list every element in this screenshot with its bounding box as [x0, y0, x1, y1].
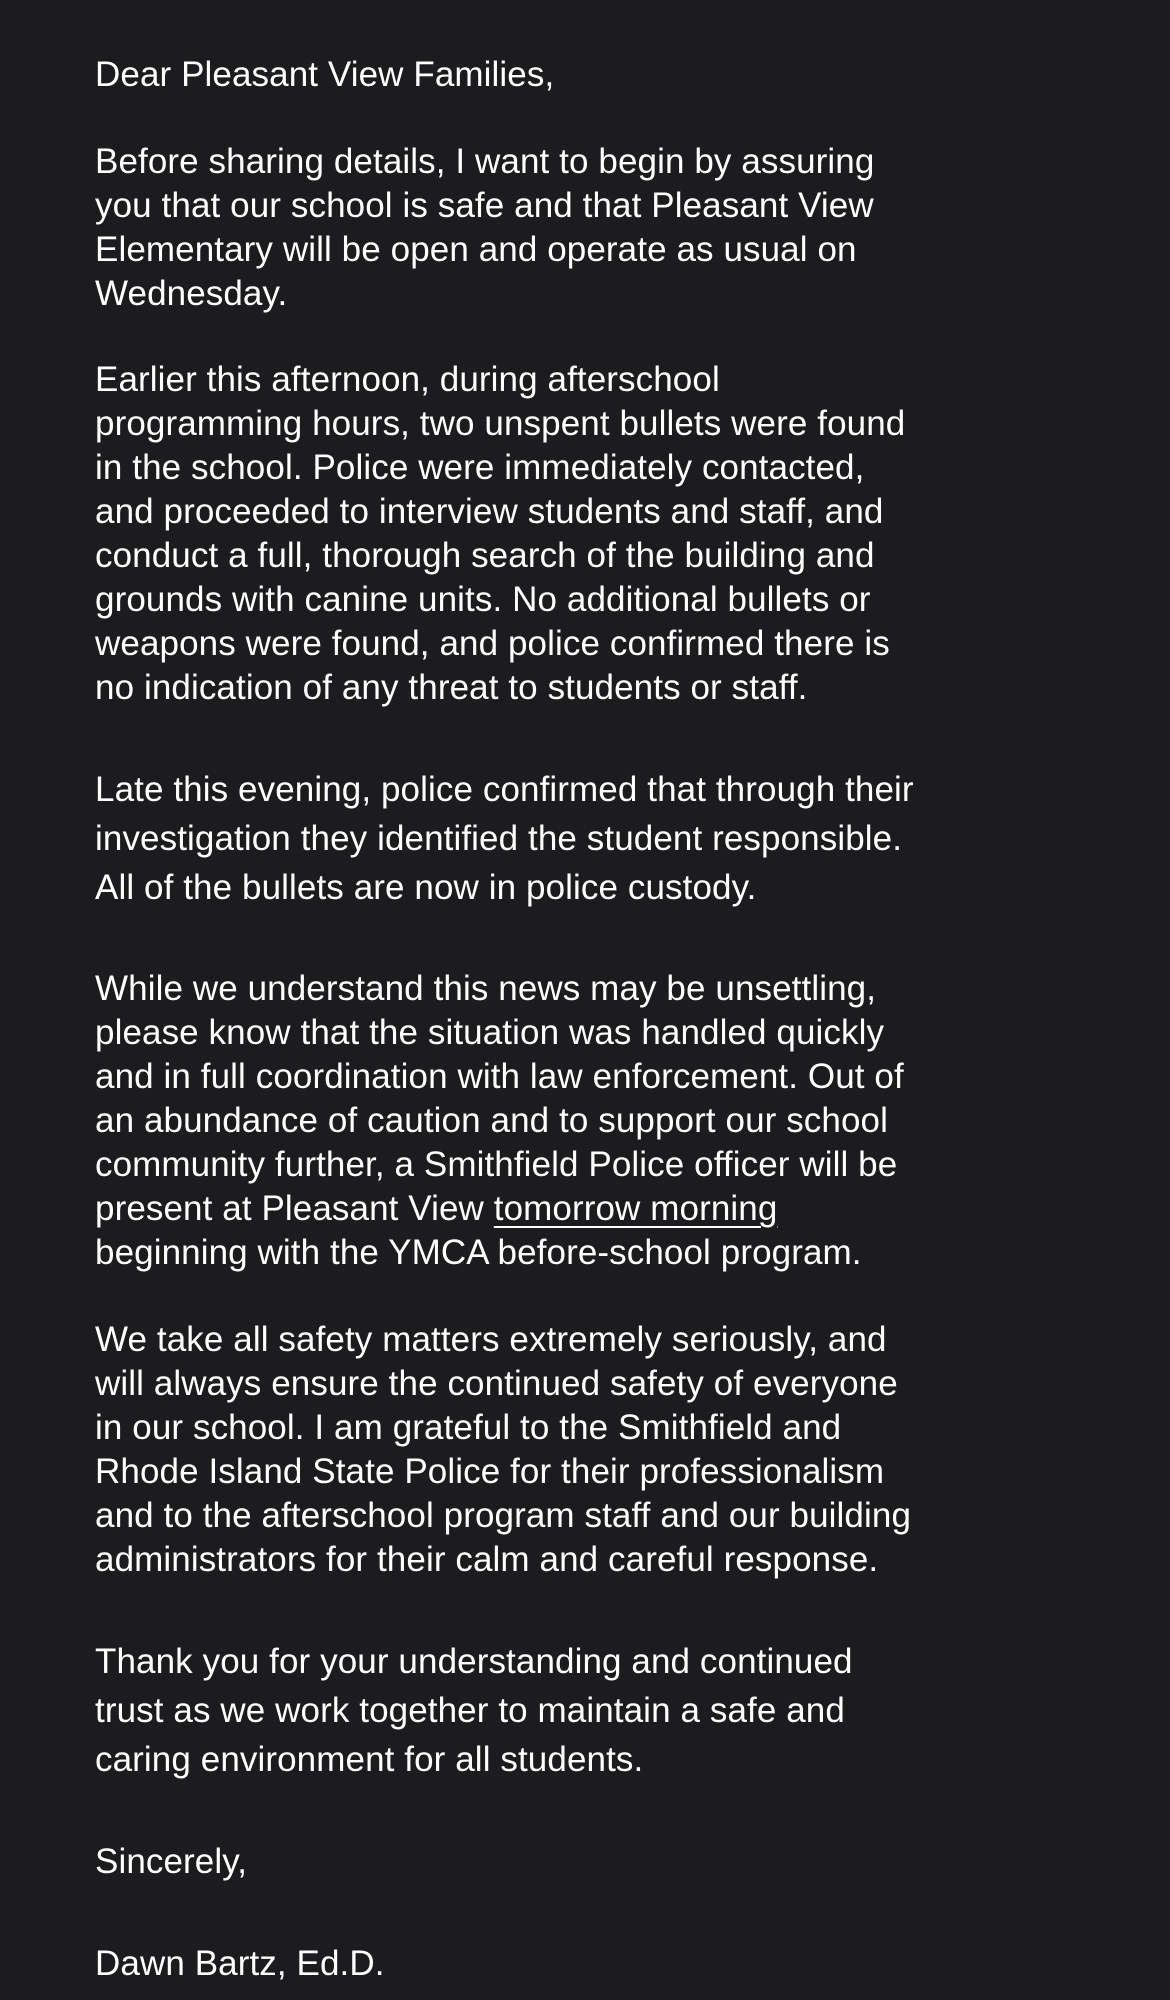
paragraph-5-line: in our school. I am grateful to the Smithfield and	[95, 1408, 842, 1447]
signature: Dawn Bartz, Ed.D.	[95, 1944, 385, 1983]
paragraph-5-line: We take all safety matters extremely seriously, and	[95, 1320, 887, 1359]
paragraph-1-line: you that our school is safe and that Pleasant View	[95, 186, 874, 225]
paragraph-1-line: Before sharing details, I want to begin by assuring	[95, 142, 875, 181]
paragraph-6-line: Thank you for your understanding and continued	[95, 1642, 853, 1681]
paragraph-3-line: investigation they identified the student responsible.	[95, 819, 903, 858]
paragraph-5-line: and to the afterschool program staff and our building	[95, 1496, 912, 1535]
paragraph-4-line: While we understand this news may be unsettling,	[95, 969, 877, 1008]
paragraph-4-line: please know that the situation was handled quickly	[95, 1013, 885, 1052]
paragraph-2-line: in the school. Police were immediately contacted,	[95, 448, 865, 487]
paragraph-4-line: community further, a Smithfield Police officer will be	[95, 1145, 898, 1184]
tomorrow-morning-link[interactable]: tomorrow morning	[493, 1189, 778, 1228]
paragraph-3-line: All of the bullets are now in police custody.	[95, 868, 757, 907]
officer-line-text: present at Pleasant View	[95, 1189, 494, 1228]
paragraph-1-line: Elementary will be open and operate as usual on	[95, 230, 857, 269]
paragraph-3-line: Late this evening, police confirmed that through their	[95, 770, 914, 809]
paragraph-4-line: beginning with the YMCA before-school program.	[95, 1233, 862, 1272]
paragraph-2-line: and proceeded to interview students and staff, and	[95, 492, 884, 531]
paragraph-2-line: no indication of any threat to students or staff.	[95, 668, 808, 707]
paragraph-2-line: weapons were found, and police confirmed there is	[95, 624, 890, 663]
paragraph-4-line	[95, 1187, 777, 1231]
paragraph-2-line: conduct a full, thorough search of the building and	[95, 536, 875, 575]
paragraph-2-line: Earlier this afternoon, during afterschool	[95, 360, 720, 399]
paragraph-4-line: an abundance of caution and to support our school	[95, 1101, 888, 1140]
paragraph-5-line: Rhode Island State Police for their professionalism	[95, 1452, 885, 1491]
closing: Sincerely,	[95, 1842, 248, 1881]
paragraph-5-line: administrators for their calm and careful response.	[95, 1540, 879, 1579]
paragraph-6-line: caring environment for all students.	[95, 1740, 644, 1779]
paragraph-5-line: will always ensure the continued safety of everyone	[95, 1364, 898, 1403]
paragraph-2-line: programming hours, two unspent bullets were found	[95, 404, 906, 443]
paragraph-6-line: trust as we work together to maintain a safe and	[95, 1691, 845, 1730]
paragraph-1-line: Wednesday.	[95, 274, 288, 313]
paragraph-2-line: grounds with canine units. No additional bullets or	[95, 580, 871, 619]
greeting: Dear Pleasant View Families,	[95, 55, 555, 94]
paragraph-4-line: and in full coordination with law enforcement. Out of	[95, 1057, 904, 1096]
